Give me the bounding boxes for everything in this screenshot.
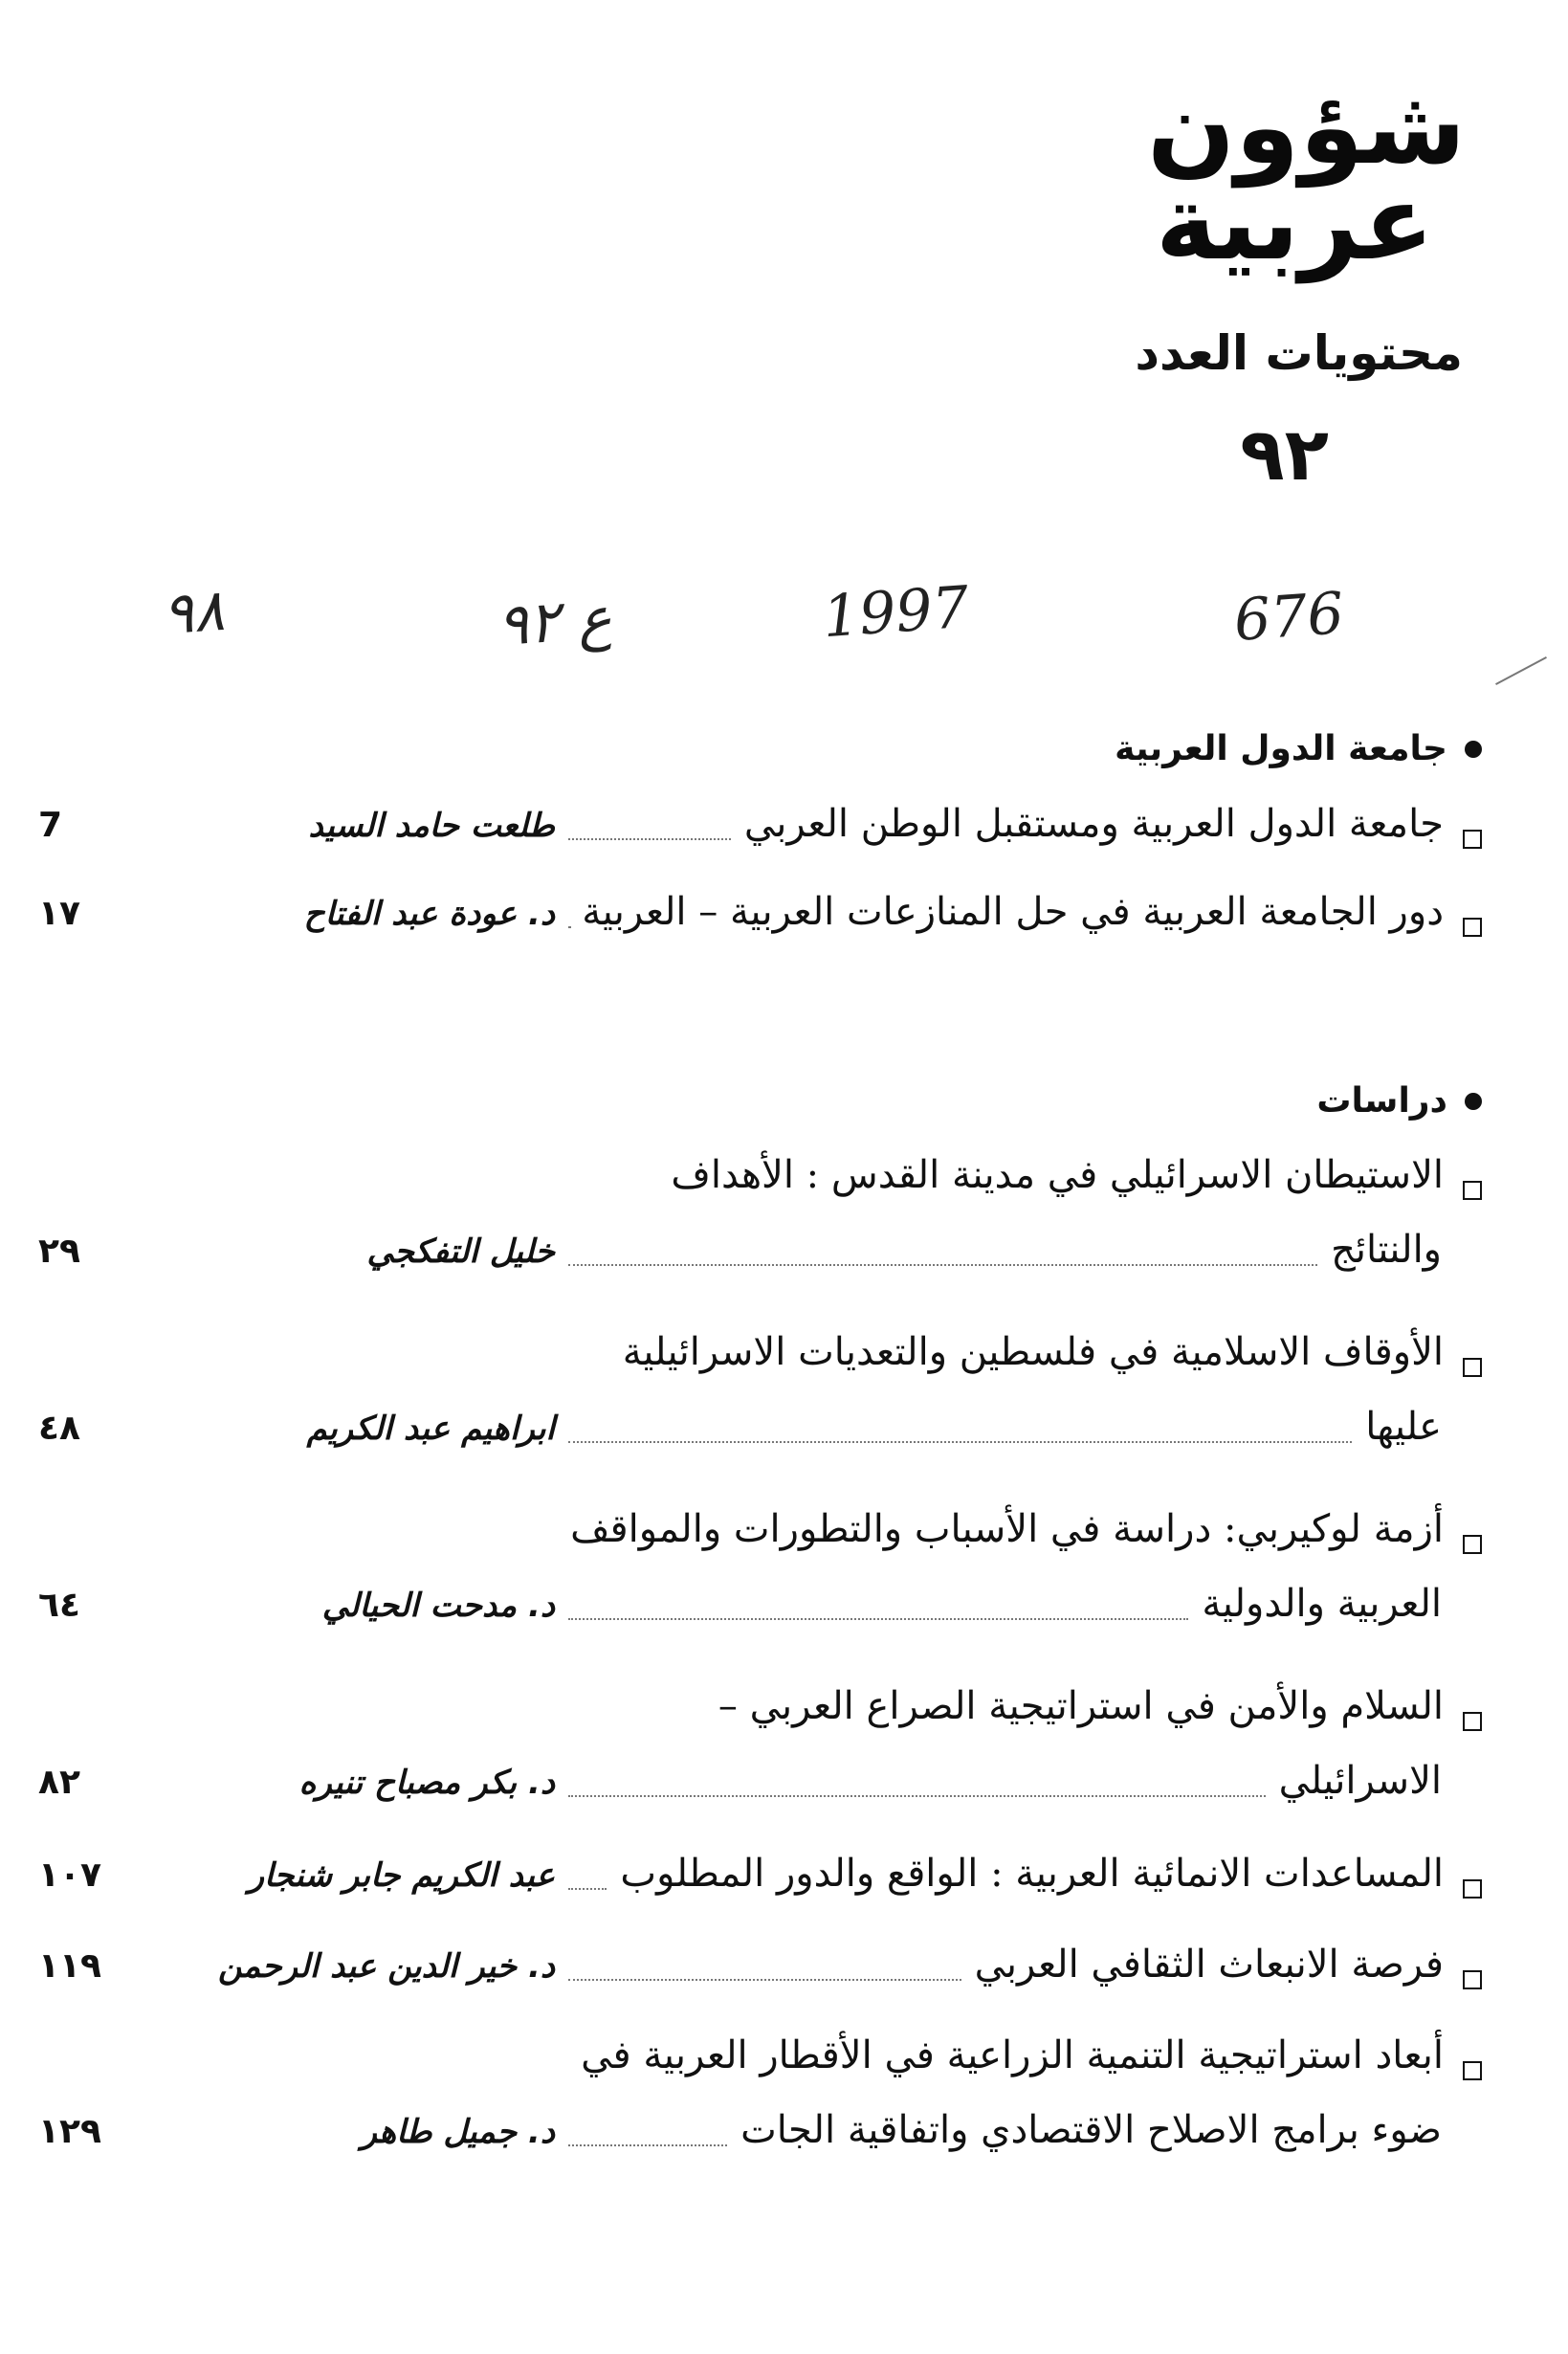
- entry-author: د. بكر مصباح تنيره: [298, 1764, 555, 1802]
- toc-entry[interactable]: [38, 890, 1482, 965]
- checkbox-icon: [1463, 830, 1482, 849]
- entry-title-cont: ضوء برامج الاصلاح الاقتصادي واتفاقية الجات: [740, 2108, 1442, 2152]
- logo-line-2: عربية: [1155, 164, 1434, 283]
- entry-author: د. جميل طاهر: [361, 2113, 555, 2151]
- logo-line-1: شؤون: [1147, 68, 1467, 188]
- entry-author: عبد الكريم جابر شنجار: [248, 1856, 555, 1895]
- entry-title: السلام والأمن في استراتيجية الصراع العربي –: [718, 1684, 1444, 1728]
- handwritten-note: 676: [1231, 580, 1346, 655]
- dot-leader: [568, 838, 731, 840]
- toc-entry[interactable]: [38, 1153, 1482, 1302]
- bullet-icon: [1465, 1093, 1482, 1110]
- entry-author: طلعت حامد السيد: [308, 807, 555, 845]
- pen-stroke: [1495, 656, 1547, 685]
- checkbox-icon: [1463, 2061, 1482, 2080]
- entry-title: الاستيطان الاسرائيلي في مدينة القدس : الأهداف: [671, 1153, 1444, 1197]
- entry-page: ٨٢: [38, 1763, 80, 1802]
- entry-title: أزمة لوكيربي: دراسة في الأسباب والتطورات والمواقف: [570, 1507, 1444, 1551]
- entry-author: د. عودة عبد الفتاح: [303, 895, 555, 933]
- entry-title: أبعاد استراتيجية التنمية الزراعية في الأقطار العربية في: [581, 2033, 1444, 2077]
- checkbox-icon: [1463, 1358, 1482, 1377]
- entry-title-cont: والنتائج: [1331, 1228, 1442, 1272]
- entry-page: ١٢٩: [38, 2112, 101, 2151]
- dot-leader: [568, 1441, 1352, 1443]
- entry-author: خليل التفكجي: [366, 1233, 555, 1271]
- entry-title-cont: الاسرائيلي: [1278, 1759, 1442, 1803]
- dot-leader: [568, 1979, 961, 1981]
- toc-entry[interactable]: [38, 802, 1482, 877]
- entry-page: ٤٨: [38, 1409, 80, 1448]
- entry-page: ١١٩: [38, 1946, 101, 1986]
- entry-title-cont: العربية والدولية: [1202, 1582, 1442, 1626]
- toc-entry[interactable]: [38, 2033, 1482, 2183]
- toc-entry[interactable]: [38, 1330, 1482, 1479]
- entry-page: 7: [38, 806, 63, 845]
- toc-entry[interactable]: [38, 1684, 1482, 1833]
- dot-leader: [568, 1795, 1266, 1797]
- dot-leader: [568, 1888, 607, 1890]
- handwritten-note: ع ٩٢: [495, 584, 614, 660]
- entry-page: ٦٤: [38, 1586, 80, 1625]
- dot-leader: [568, 1618, 1188, 1620]
- entry-title: جامعة الدول العربية ومستقبل الوطن العربي: [743, 802, 1444, 846]
- checkbox-icon: [1463, 1712, 1482, 1731]
- entry-page: ٢٩: [38, 1232, 80, 1271]
- issue-title: محتويات العدد: [1135, 325, 1463, 381]
- journal-logo: [1147, 68, 1467, 283]
- checkbox-icon: [1463, 1535, 1482, 1554]
- handwritten-note: ٩٨: [160, 576, 227, 649]
- toc-entry[interactable]: [38, 1507, 1482, 1656]
- toc-entry[interactable]: [38, 1852, 1482, 1926]
- entry-page: ١٠٧: [38, 1855, 101, 1895]
- section-heading-text: دراسات: [1316, 1081, 1447, 1121]
- section-heading: [1115, 729, 1482, 768]
- entry-title: المساعدات الانمائية العربية : الواقع والدور المطلوب: [620, 1852, 1444, 1896]
- issue-number: ٩٢: [1240, 411, 1329, 497]
- entry-title: الأوقاف الاسلامية في فلسطين والتعديات الاسرائيلية: [622, 1330, 1444, 1374]
- checkbox-icon: [1463, 1879, 1482, 1899]
- handwritten-note: 1997: [820, 573, 971, 652]
- entry-page: ١٧: [38, 894, 80, 933]
- entry-title: فرصة الانبعاث الثقافي العربي: [974, 1943, 1444, 1987]
- section-heading-text: جامعة الدول العربية: [1115, 729, 1447, 768]
- toc-entry[interactable]: [38, 1943, 1482, 2017]
- entry-author: د. خير الدين عبد الرحمن: [218, 1947, 555, 1986]
- checkbox-icon: [1463, 1181, 1482, 1200]
- dot-leader: [568, 2144, 727, 2146]
- bullet-icon: [1465, 741, 1482, 758]
- entry-title: دور الجامعة العربية في حل المنازعات العربية – العربية: [582, 890, 1444, 934]
- entry-author: ابراهيم عبد الكريم: [306, 1410, 555, 1448]
- section-heading: [1316, 1081, 1482, 1121]
- dot-leader: [568, 1264, 1317, 1266]
- checkbox-icon: [1463, 1970, 1482, 1989]
- entry-title-cont: عليها: [1365, 1405, 1442, 1449]
- checkbox-icon: [1463, 918, 1482, 937]
- entry-author: د. مدحت الحيالي: [321, 1587, 555, 1625]
